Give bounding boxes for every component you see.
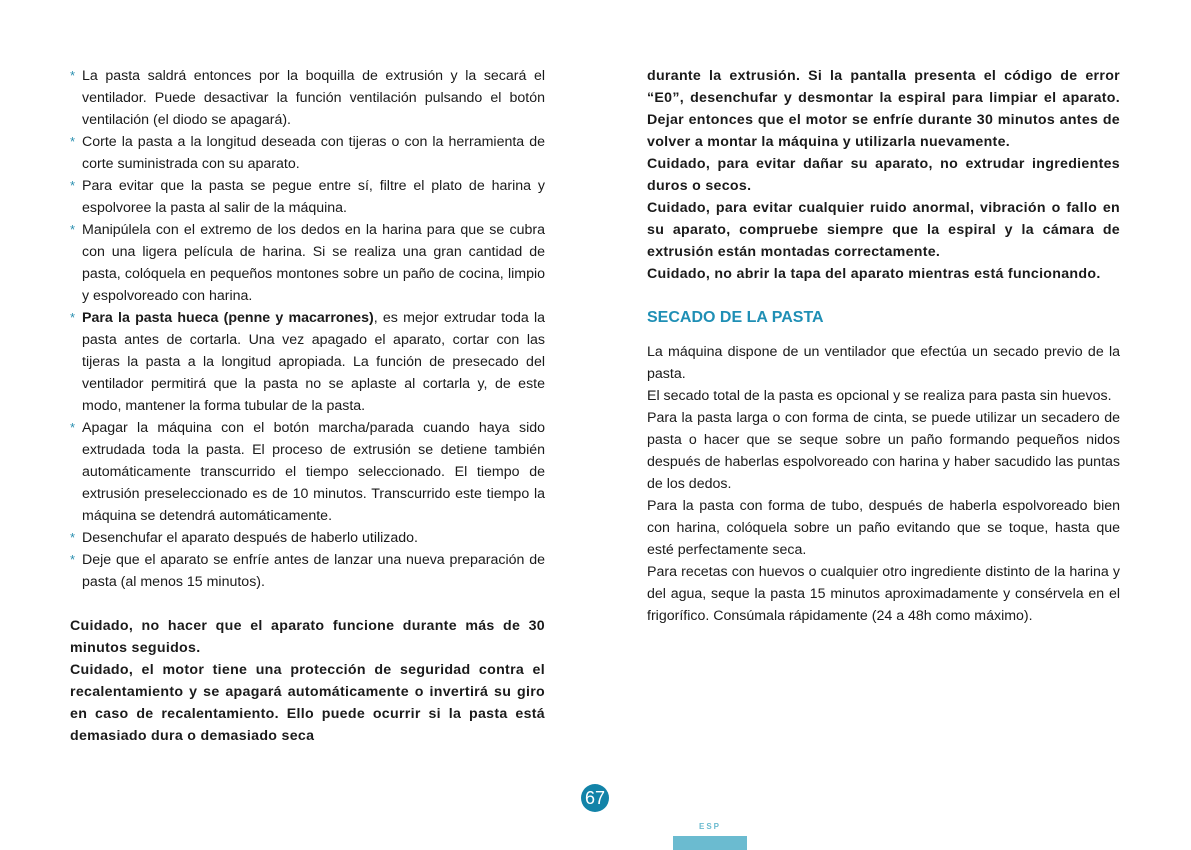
- language-label: ESP: [698, 822, 721, 831]
- asterisk-bullet-icon: *: [70, 310, 76, 325]
- item-text: La pasta saldrá entonces por la boquilla de extrusión y la secará el ventilador. Puede desactivar la función ventilación pulsando el botón ventilación (el diodo se apagará).: [82, 68, 545, 128]
- asterisk-bullet-icon: *: [70, 178, 76, 193]
- item-text: Apagar la máquina con el botón marcha/parada cuando haya sido extrudada toda la pasta. El proceso de extrusión se detiene también automáticamente transcurrido el tiempo seleccionado. El tiempo de extrusión preseleccionado es de 10 minutos. Transcurrido este tiempo la máquina se detendrá automáticamente.: [82, 420, 545, 524]
- list-item: [70, 65, 545, 131]
- item-text: Para evitar que la pasta se pegue entre sí, filtre el plato de harina y espolvoree la pasta al salir de la máquina.: [82, 178, 545, 216]
- asterisk-bullet-icon: *: [70, 420, 76, 435]
- item-text: Desenchufar el aparato después de haberlo utilizado.: [82, 530, 418, 546]
- page-number: 67: [581, 784, 609, 812]
- warning: Cuidado, no hacer que el aparato funcione durante más de 30 minutos seguidos.: [70, 618, 545, 656]
- asterisk-bullet-icon: *: [70, 552, 76, 567]
- section-heading: SECADO DE LA PASTA: [647, 309, 824, 326]
- warning: Cuidado, el motor tiene una protección de seguridad contra el recalentamiento y se apagará automáticamente o invertirá su giro en caso de recalentamiento. Ello puede ocurrir si la pasta está demasiado dura o demasiado seca: [70, 662, 545, 744]
- paragraph: La máquina dispone de un ventilador que efectúa un secado previo de la pasta.: [647, 344, 1120, 382]
- warning: Cuidado, no abrir la tapa del aparato mientras está funcionando.: [647, 266, 1101, 282]
- list-item: [70, 131, 545, 175]
- list-item: [70, 175, 545, 219]
- bullet-list: [70, 65, 545, 593]
- item-text: , es mejor extrudar toda la pasta antes de cortarla. Una vez apagado el aparato, cortar con las tijeras la pasta a la longitud apropiada. La función de presecado del ventilador permitirá que la pasta no se aplaste al cortarla y, de este modo, mantener la forma tubular de la pasta.: [82, 310, 546, 414]
- list-item: [70, 417, 545, 527]
- paragraph: Para la pasta con forma de tubo, después de haberla espolvoreado bien con harina, colóquela sobre un paño evitando que se toque, hasta que esté perfectamente seca.: [647, 498, 1120, 558]
- list-item: [70, 549, 545, 593]
- asterisk-bullet-icon: *: [70, 68, 76, 83]
- paragraph: Para recetas con huevos o cualquier otro ingrediente distinto de la harina y del agua, seque la pasta 15 minutos aproximadamente y consérvela en el frigorífico. Consúmala rápidamente (24 a 48h como máximo).: [647, 564, 1120, 624]
- asterisk-bullet-icon: *: [70, 222, 76, 237]
- left-column: [70, 65, 545, 747]
- warning: durante la extrusión. Si la pantalla presenta el código de error “E0”, desenchufar y desmontar la espiral para limpiar el aparato. Dejar entonces que el motor se enfríe durante 30 minutos antes de volver a montar la máquina y utilizarla nuevamente.: [647, 68, 1120, 150]
- paragraph: El secado total de la pasta es opcional y se realiza para pasta sin huevos.: [647, 388, 1112, 404]
- item-text: Corte la pasta a la longitud deseada con tijeras o con la herramienta de corte suministrada con su aparato.: [82, 134, 545, 172]
- right-column: [647, 65, 1120, 627]
- asterisk-bullet-icon: *: [70, 134, 76, 149]
- bold-text: Para la pasta hueca (penne y macarrones): [82, 310, 374, 326]
- item-text: Deje que el aparato se enfríe antes de lanzar una nueva preparación de pasta (al menos 15 minutos).: [82, 552, 545, 590]
- warning: Cuidado, para evitar cualquier ruido anormal, vibración o fallo en su aparato, compruebe siempre que la espiral y la cámara de extrusión están montadas correctamente.: [647, 200, 1120, 260]
- language-tab-bar: [673, 836, 747, 850]
- warning: Cuidado, para evitar dañar su aparato, no extrudar ingredientes duros o secos.: [647, 156, 1120, 194]
- paragraph: Para la pasta larga o con forma de cinta, se puede utilizar un secadero de pasta o hacer que se seque sobre un paño formando pequeños nidos después de haberlas espolvoreado con harina y haber sacudido las puntas de los dedos.: [647, 410, 1120, 492]
- list-item: [70, 527, 545, 549]
- list-item: [70, 307, 545, 417]
- asterisk-bullet-icon: *: [70, 530, 76, 545]
- list-item: [70, 219, 545, 307]
- item-text: Manipúlela con el extremo de los dedos en la harina para que se cubra con una ligera película de harina. Si se realiza una gran cantidad de pasta, colóquela en pequeños montones sobre un paño de cocina, limpio y espolvoreado con harina.: [82, 222, 545, 304]
